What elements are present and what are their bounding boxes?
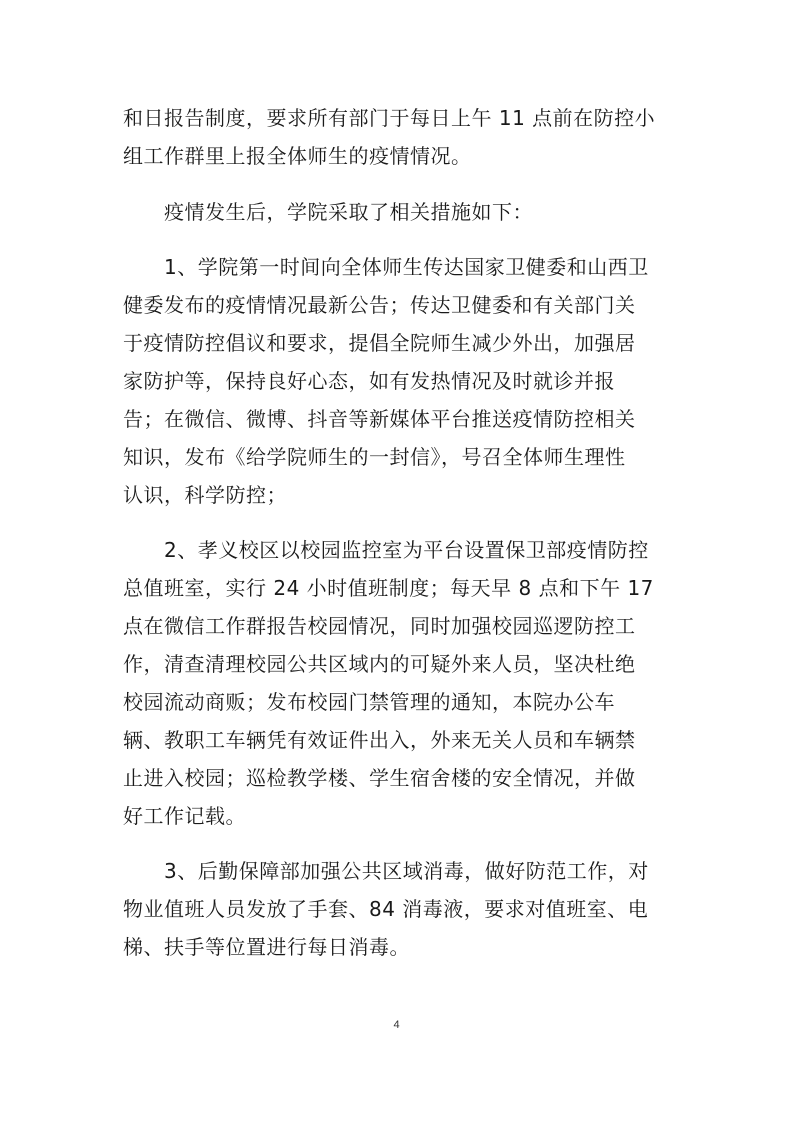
page-number: 4 xyxy=(393,1019,400,1031)
text-line: 辆、教职工车辆凭有效证件出入，外来无关人员和车辆禁 xyxy=(123,728,636,752)
text-line: 物业值班人员发放了手套、84 消毒液，要求对值班室、电 xyxy=(123,897,649,921)
text-line: 3、后勤保障部加强公共区域消毒，做好防范工作，对 xyxy=(164,859,649,883)
text-line: 健委发布的疫情情况最新公告；传达卫健委和有关部门关 xyxy=(123,293,636,317)
text-line: 好工作记载。 xyxy=(123,804,246,828)
text-line: 2、孝义校区以校园监控室为平台设置保卫部疫情防控 xyxy=(164,538,649,562)
text-line: 止进入校园；巡检教学楼、学生宿舍楼的安全情况，并做 xyxy=(123,766,636,790)
text-line: 和日报告制度，要求所有部门于每日上午 11 点前在防控小 xyxy=(123,106,656,130)
text-line: 认识，科学防控； xyxy=(123,483,287,507)
text-line: 于疫情防控倡议和要求，提倡全院师生减少外出，加强居 xyxy=(123,331,636,355)
text-line: 家防护等，保持良好心态，如有发热情况及时就诊并报 xyxy=(123,369,615,393)
text-line: 1、学院第一时间向全体师生传达国家卫健委和山西卫 xyxy=(164,255,649,279)
text-line: 告；在微信、微博、抖音等新媒体平台推送疫情防控相关 xyxy=(123,407,636,431)
text-line: 总值班室，实行 24 小时值班制度；每天早 8 点和下午 17 xyxy=(123,576,654,600)
text-line: 作，清查清理校园公共区域内的可疑外来人员，坚决杜绝 xyxy=(123,652,636,676)
text-line: 组工作群里上报全体师生的疫情情况。 xyxy=(123,144,472,168)
text-line: 疫情发生后，学院采取了相关措施如下： xyxy=(164,200,533,224)
text-line: 知识，发布《给学院师生的一封信》，号召全体师生理性 xyxy=(123,445,626,469)
text-line: 校园流动商贩；发布校园门禁管理的通知，本院办公车 xyxy=(123,690,615,714)
text-line: 梯、扶手等位置进行每日消毒。 xyxy=(123,935,410,959)
text-line: 点在微信工作群报告校园情况，同时加强校园巡逻防控工 xyxy=(123,614,636,638)
